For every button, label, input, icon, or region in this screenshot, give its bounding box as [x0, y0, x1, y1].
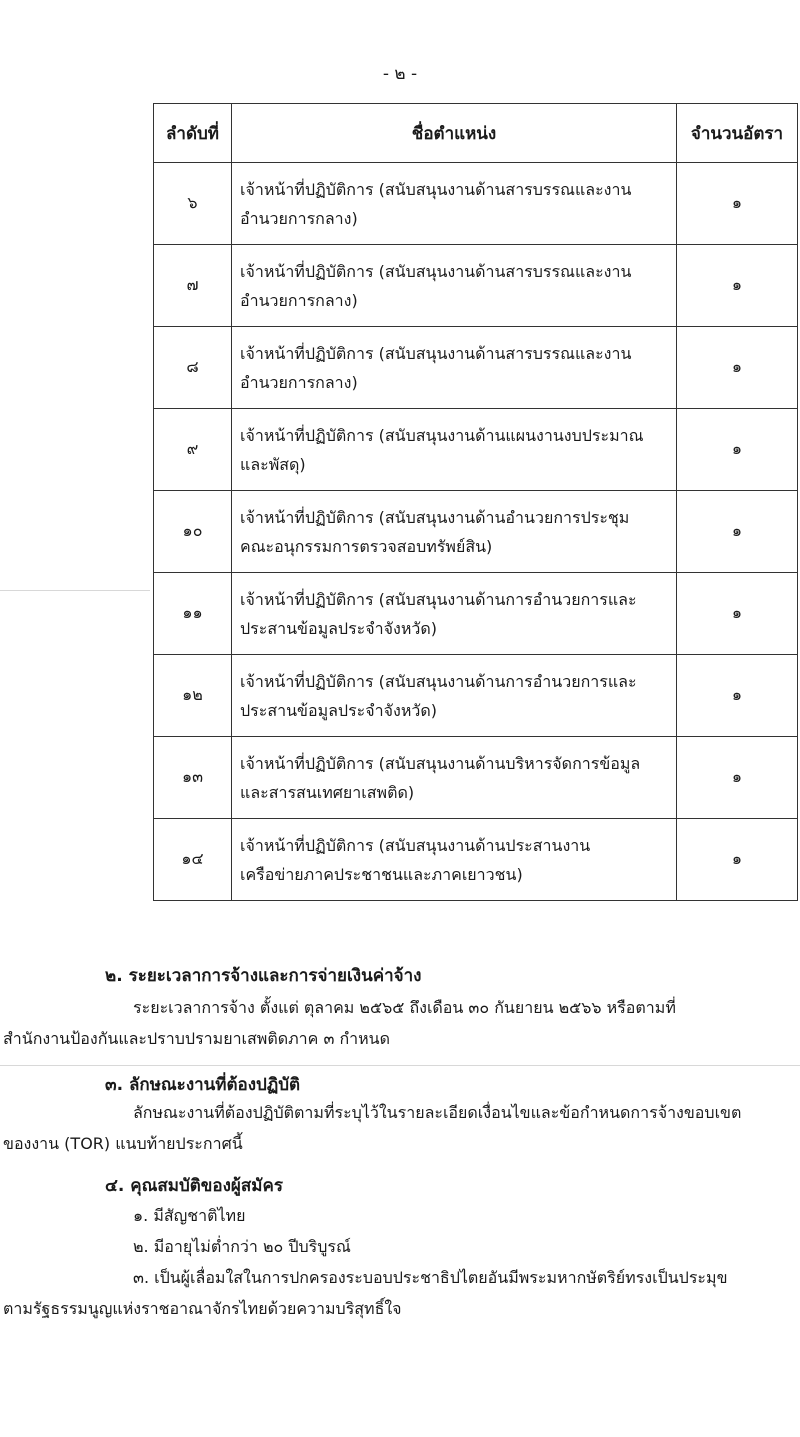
- row-number: ๘: [154, 327, 232, 409]
- position-title-line: อำนวยการกลาง): [240, 372, 358, 392]
- position-count: ๑: [677, 819, 798, 901]
- position-title: [232, 245, 677, 327]
- position-title-line: เจ้าหน้าที่ปฏิบัติการ (สนับสนุนงานด้านสารบรรณและงาน: [240, 179, 632, 199]
- qualification-item: ๒. มีอายุไม่ต่ำกว่า ๒๐ ปีบริบูรณ์: [133, 1237, 351, 1256]
- position-count: ๑: [677, 491, 798, 573]
- position-title: [232, 327, 677, 409]
- section-3-text-line: ของงาน (TOR) แนบท้ายประกาศนี้: [3, 1134, 243, 1153]
- position-count: ๑: [677, 163, 798, 245]
- position-title-line: ประสานข้อมูลประจำจังหวัด): [240, 700, 437, 720]
- position-title-line: ประสานข้อมูลประจำจังหวัด): [240, 618, 437, 638]
- row-number: ๑๓: [154, 737, 232, 819]
- row-number: ๗: [154, 245, 232, 327]
- section-2-heading: ๒. ระยะเวลาการจ้างและการจ่ายเงินค่าจ้าง: [105, 966, 422, 986]
- header-order: ลำดับที่: [154, 104, 232, 163]
- position-count: ๑: [677, 409, 798, 491]
- position-count: ๑: [677, 245, 798, 327]
- section-2-text-line: สำนักงานป้องกันและปราบปรามยาเสพติดภาค ๓ กำหนด: [3, 1029, 391, 1048]
- positions-table: [153, 103, 798, 901]
- position-title-line: เจ้าหน้าที่ปฏิบัติการ (สนับสนุนงานด้านสารบรรณและงาน: [240, 343, 632, 363]
- position-title: [232, 655, 677, 737]
- position-title-line: อำนวยการกลาง): [240, 208, 358, 228]
- table-row: [154, 737, 798, 819]
- position-count: ๑: [677, 573, 798, 655]
- header-count: จำนวนอัตรา: [677, 104, 798, 163]
- position-title: [232, 491, 677, 573]
- position-title: [232, 573, 677, 655]
- position-title-line: และพัสดุ): [240, 454, 306, 474]
- scan-artifact-line: [0, 1065, 800, 1066]
- qualification-item: ๓. เป็นผู้เลื่อมใสในการปกครองระบอบประชาธิปไตยอันมีพระมหากษัตริย์ทรงเป็นประมุข: [133, 1268, 728, 1287]
- section-3-heading: ๓. ลักษณะงานที่ต้องปฏิบัติ: [105, 1075, 301, 1095]
- position-title: [232, 737, 677, 819]
- table-row: [154, 327, 798, 409]
- position-title: [232, 819, 677, 901]
- position-count: ๑: [677, 327, 798, 409]
- section-4-heading: ๔. คุณสมบัติของผู้สมัคร: [105, 1176, 283, 1196]
- qualification-item-continuation: ตามรัฐธรรมนูญแห่งราชอาณาจักรไทยด้วยความบริสุทธิ์ใจ: [3, 1299, 402, 1318]
- table-row: [154, 245, 798, 327]
- position-count: ๑: [677, 655, 798, 737]
- position-title-line: เครือข่ายภาคประชาชนและภาคเยาวชน): [240, 864, 523, 884]
- table-row: [154, 655, 798, 737]
- position-title-line: เจ้าหน้าที่ปฏิบัติการ (สนับสนุนงานด้านการอำนวยการและ: [240, 589, 637, 609]
- table-row: [154, 491, 798, 573]
- position-title-line: เจ้าหน้าที่ปฏิบัติการ (สนับสนุนงานด้านการอำนวยการและ: [240, 671, 637, 691]
- table-header-row: [154, 104, 798, 163]
- position-title-line: อำนวยการกลาง): [240, 290, 358, 310]
- row-number: ๑๔: [154, 819, 232, 901]
- table-row: [154, 819, 798, 901]
- section-3-text-line: ลักษณะงานที่ต้องปฏิบัติตามที่ระบุไว้ในรายละเอียดเงื่อนไขและข้อกำหนดการจ้างขอบเขต: [133, 1103, 742, 1122]
- section-2-text-line: ระยะเวลาการจ้าง ตั้งแต่ ตุลาคม ๒๕๖๕ ถึงเดือน ๓๐ กันยายน ๒๕๖๖ หรือตามที่: [133, 998, 676, 1017]
- row-number: ๙: [154, 409, 232, 491]
- position-title: [232, 163, 677, 245]
- position-title-line: เจ้าหน้าที่ปฏิบัติการ (สนับสนุนงานด้านสารบรรณและงาน: [240, 261, 632, 281]
- row-number: ๑๐: [154, 491, 232, 573]
- position-title-line: เจ้าหน้าที่ปฏิบัติการ (สนับสนุนงานด้านบริหารจัดการข้อมูล: [240, 753, 641, 773]
- scan-artifact-line: [0, 590, 150, 591]
- row-number: ๑๑: [154, 573, 232, 655]
- position-title-line: คณะอนุกรรมการตรวจสอบทรัพย์สิน): [240, 536, 493, 556]
- position-title: [232, 409, 677, 491]
- row-number: ๖: [154, 163, 232, 245]
- qualification-item: ๑. มีสัญชาติไทย: [133, 1206, 246, 1225]
- position-title-line: เจ้าหน้าที่ปฏิบัติการ (สนับสนุนงานด้านอำนวยการประชุม: [240, 507, 630, 527]
- position-count: ๑: [677, 737, 798, 819]
- page-number: - ๒ -: [382, 64, 418, 84]
- header-position-name: ชื่อตำแหน่ง: [232, 104, 677, 163]
- position-title-line: เจ้าหน้าที่ปฏิบัติการ (สนับสนุนงานด้านแผนงานงบประมาณ: [240, 425, 644, 445]
- position-title-line: เจ้าหน้าที่ปฏิบัติการ (สนับสนุนงานด้านประสานงาน: [240, 835, 591, 855]
- position-title-line: และสารสนเทศยาเสพติด): [240, 782, 415, 802]
- table-row: [154, 163, 798, 245]
- row-number: ๑๒: [154, 655, 232, 737]
- table-row: [154, 573, 798, 655]
- table-row: [154, 409, 798, 491]
